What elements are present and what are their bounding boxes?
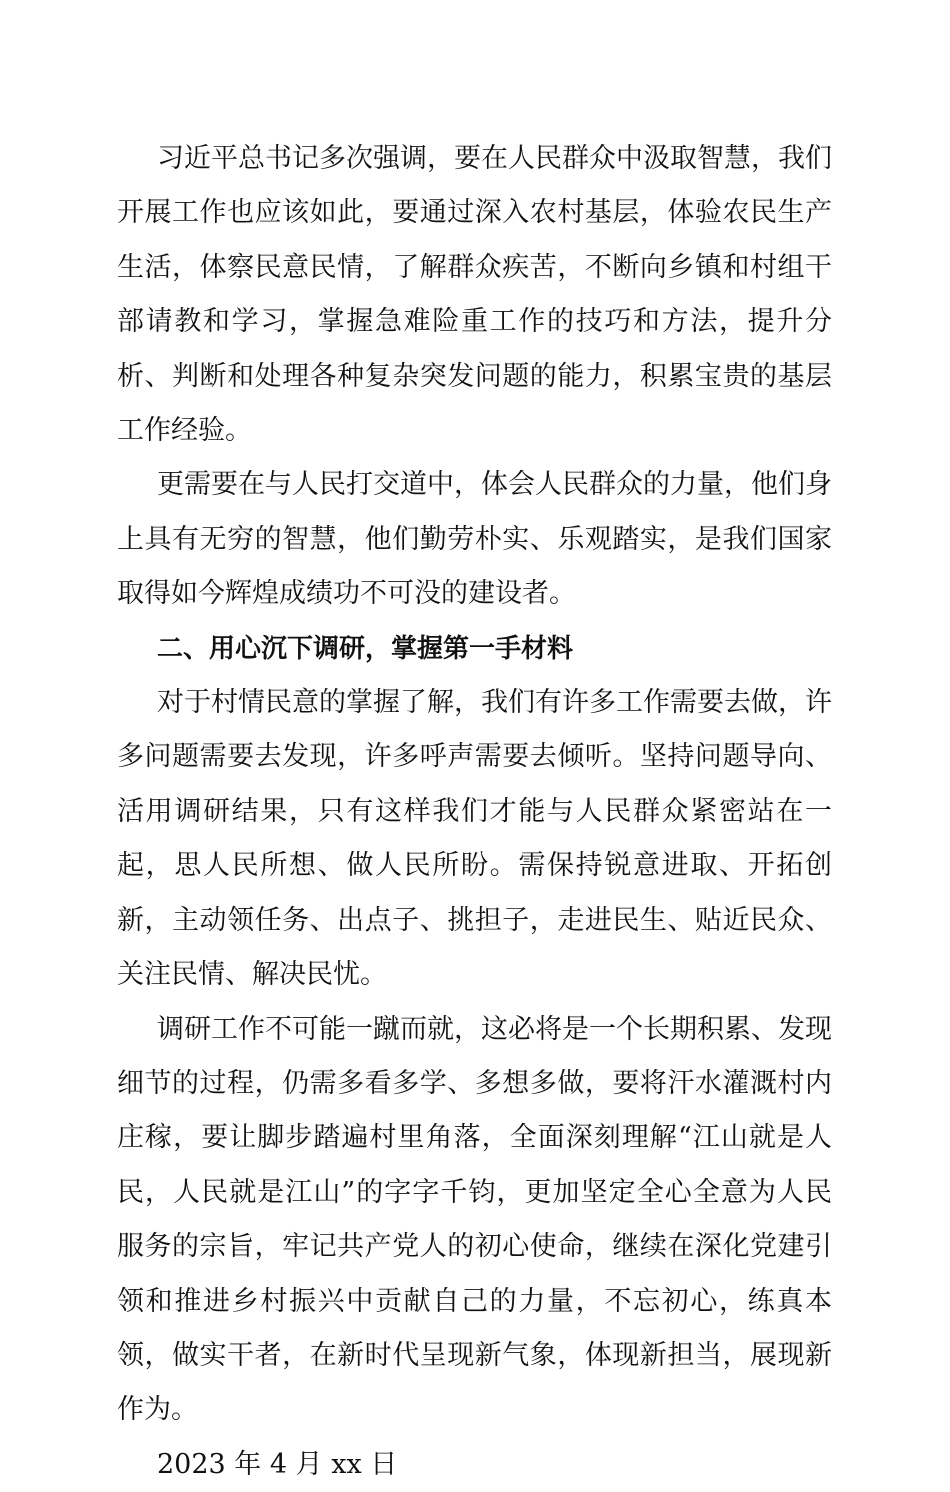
paragraph-research-work: 调研工作不可能一蹴而就，这必将是一个长期积累、发现细节的过程，仍需多看多学、多想多做，要将汗水灌溉村内庄稼，要让脚步踏遍村里角落，全面深刻理解“江山就是人民，人民就是江山”的字字千钧，更加坚定全心全意为人民服务的宗旨，牢记共产党人的初心使命，继续在深化党建引领和推进乡村振兴中贡献自己的力量，不忘初心，练真本领，做实干者，在新时代呈现新气象，体现新担当，展现新作为。: [117, 1013, 832, 1426]
document-body: [117, 132, 832, 1492]
paragraph-people-strength: 更需要在与人民打交道中，体会人民群众的力量，他们身上具有无穷的智慧，他们勤劳朴实、乐观踏实，是我们国家取得如今辉煌成绩功不可没的建设者。: [117, 469, 832, 610]
section-heading: 二、用心沉下调研，掌握第一手材料: [157, 633, 574, 664]
paragraph-village-conditions: 对于村情民意的掌握了解，我们有许多工作需要去做，许多问题需要去发现，许多呼声需要去倾听。坚持问题导向、活用调研结果，只有这样我们才能与人民群众紧密站在一起，思人民所想、做人民所盼。需保持锐意进取、开拓创新，主动领任务、出点子、挑担子，走进民生、贴近民众、关注民情、解决民忧。: [117, 687, 832, 991]
document-date: 2023 年 4 月 xx 日: [157, 1448, 398, 1480]
paragraph-wisdom-from-people: 习近平总书记多次强调，要在人民群众中汲取智慧，我们开展工作也应该如此，要通过深入农村基层，体验农民生产生活，体察民意民情，了解群众疾苦，不断向乡镇和村组干部请教和学习，掌握急难险重工作的技巧和方法，提升分析、判断和处理各种复杂突发问题的能力，积累宝贵的基层工作经验。: [117, 143, 832, 447]
